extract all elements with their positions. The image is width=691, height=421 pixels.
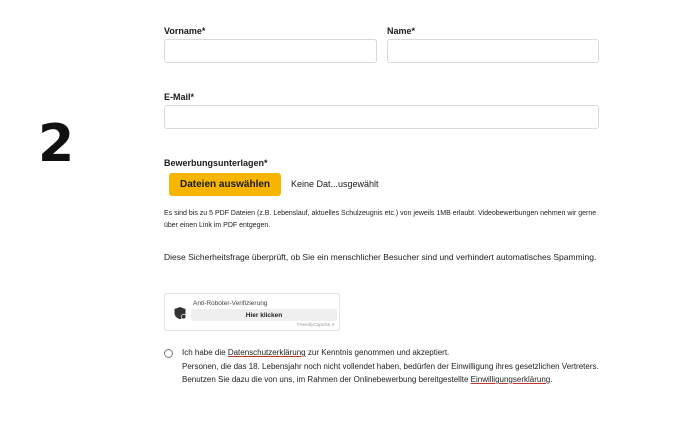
- captcha-title: Anti-Roboter-Verifizierung: [193, 300, 268, 307]
- documents-hint: Es sind bis zu 5 PDF Dateien (z.B. Lebenslauf, aktuelles Schulzeugnis etc.) von jeweils 1MB erlaubt. Videobewerbungen nehmen wir gerne über einen Link im PDF entgegen.: [164, 210, 597, 229]
- captcha-brand-link[interactable]: FriendlyCaptcha ⇗: [297, 322, 335, 327]
- security-hint: Diese Sicherheitsfrage überprüft, ob Sie ein menschlicher Besucher sind und verhindert automatisches Spamming.: [164, 252, 597, 262]
- privacy-consent-checkbox[interactable]: [164, 349, 173, 358]
- lastname-label: Name*: [387, 26, 416, 36]
- consent-text-part-2: zur Kenntnis genommen und akzeptiert.: [305, 348, 450, 357]
- lastname-input[interactable]: [387, 39, 599, 63]
- consent-text-part-3: Personen, die das 18. Lebensjahr noch nicht vollendet haben, bedürfen der Einwilligung ihres gesetzlichen Vertreters. Benutzen Sie dazu die von uns, im Rahmen der Onlinebewerbung bereitgestellte: [182, 361, 599, 384]
- documents-label: Bewerbungsunterlagen*: [164, 158, 268, 168]
- privacy-policy-link[interactable]: Datenschutzerklärung: [227, 348, 306, 357]
- consent-text: [182, 346, 602, 387]
- choose-files-button[interactable]: Dateien auswählen: [169, 173, 281, 196]
- captcha-verify-button[interactable]: Hier klicken: [191, 309, 337, 321]
- consent-text-part-1: Ich habe die: [182, 348, 228, 357]
- shield-icon: [173, 306, 187, 320]
- email-label: E-Mail*: [164, 92, 195, 102]
- firstname-label: Vorname*: [164, 26, 206, 36]
- captcha-widget: [164, 293, 340, 331]
- step-number: 2: [38, 114, 75, 174]
- consent-form-link[interactable]: Einwilligungserklärung: [470, 375, 551, 384]
- firstname-input[interactable]: [164, 39, 377, 63]
- email-input[interactable]: [164, 105, 599, 129]
- consent-text-part-4: .: [550, 375, 553, 384]
- file-status-text: Keine Dat...usgewählt: [291, 179, 379, 189]
